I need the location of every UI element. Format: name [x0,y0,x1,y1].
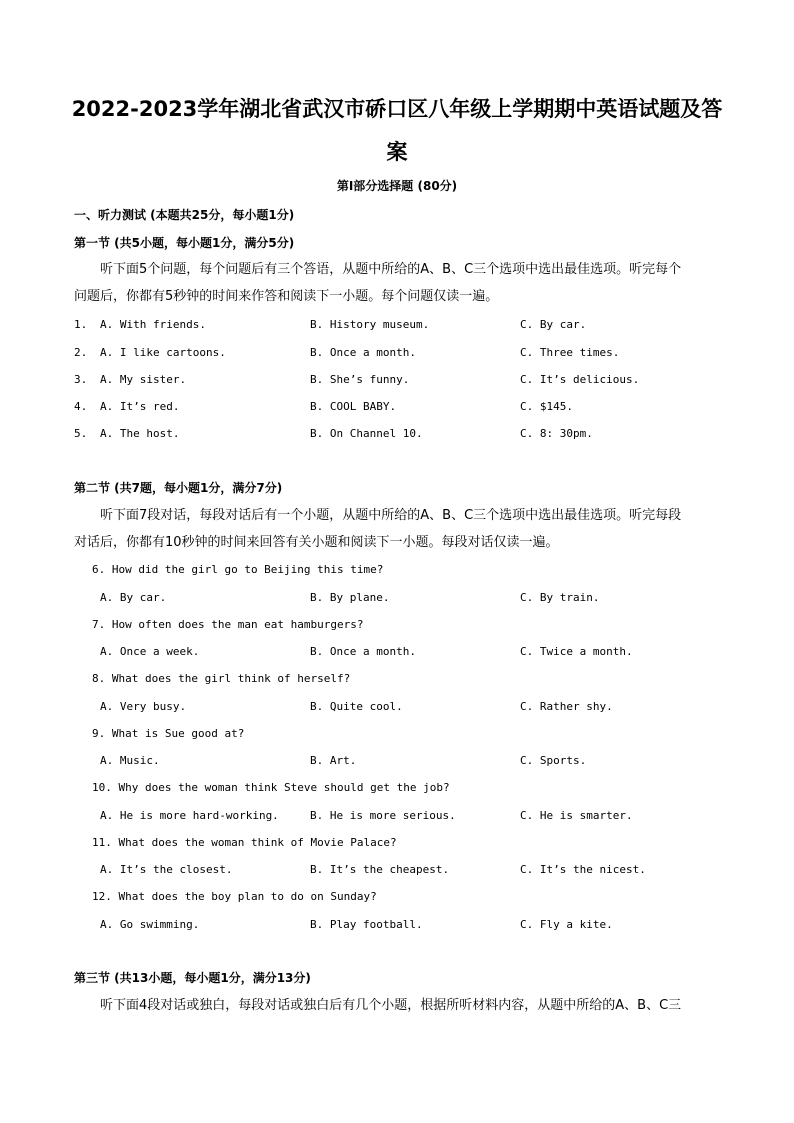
option-c: C. By train. [520,591,600,604]
option-a: A. Go swimming. [100,918,200,931]
question-number: 2. [74,346,88,359]
option-a: A. Very busy. [100,700,187,713]
question-stem [74,617,734,633]
option-b: B. It’s the cheapest. [310,863,450,876]
option-c: C. It’s the nicest. [520,863,646,876]
question-number: 3. [74,373,88,386]
question-text: 12. What does the boy plan to do on Sunday? [92,890,377,903]
option-b: B. Once a month. [310,346,416,359]
option-b: B. She’s funny. [310,373,410,386]
part-one-title: 第I部分选择题 (80分) [336,179,458,193]
option-c: C. Fly a kite. [520,918,613,931]
question-row [74,317,734,333]
section-two-heading: 第二节 (共7题，每小题1分，满分7分) [74,481,283,495]
question-row [74,426,734,442]
section-one-instructions [74,256,724,310]
section-three-instructions [74,992,724,1019]
section-two-instructions [74,502,724,556]
question-stem [74,780,734,796]
option-b: B. History museum. [310,318,430,331]
question-text: 11. What does the woman think of Movie Palace? [92,836,397,849]
option-a: A. He is more hard-working. [100,809,279,822]
options-row [74,917,734,933]
options-row [74,699,734,715]
question-text: 8. What does the girl think of herself? [92,672,351,685]
document-title-line-2: 案 [386,140,408,164]
option-c: C. It’s delicious. [520,373,640,386]
options-row [74,808,734,824]
option-a: A. With friends. [100,318,206,331]
option-c: C. He is smarter. [520,809,633,822]
option-b: B. Art. [310,754,357,767]
question-number: 5. [74,427,88,440]
option-a: A. Once a week. [100,645,200,658]
question-row [74,372,734,388]
question-text: 6. How did the girl go to Beijing this time? [92,563,384,576]
section-one-heading: 第一节 (共5小题，每小题1分，满分5分) [74,236,295,250]
option-b: B. Quite cool. [310,700,403,713]
options-row [74,644,734,660]
question-stem [74,835,734,851]
question-stem [74,562,734,578]
question-number: 4. [74,400,88,413]
option-b: B. COOL BABY. [310,400,397,413]
option-b: B. By plane. [310,591,390,604]
option-c: C. Rather shy. [520,700,613,713]
instruction-line: 问题后，你都有5秒钟的时间来作答和阅读下一小题。每个问题仅读一遍。 [74,289,499,304]
question-text: 9. What is Sue good at? [92,727,245,740]
question-stem [74,726,734,742]
options-row [74,590,734,606]
question-stem [74,889,734,905]
instruction-line: 听下面5个问题，每个问题后有三个答语，从题中所给的A、B、C三个选项中选出最佳选项。听完每个 [100,262,682,277]
listening-test-heading: 一、听力测试 (本题共25分，每小题1分) [74,208,295,222]
instruction-line: 听下面4段对话或独白，每段对话或独白后有几个小题，根据所听材料内容，从题中所给的A、B、C三 [100,998,682,1013]
question-text: 7. How often does the man eat hamburgers? [92,618,364,631]
option-a: A. It’s the closest. [100,863,233,876]
instruction-line: 对话后，你都有10秒钟的时间来回答有关小题和阅读下一小题。每段对话仅读一遍。 [74,535,559,550]
option-a: A. Music. [100,754,160,767]
option-a: A. The host. [100,427,180,440]
option-a: A. My sister. [100,373,187,386]
question-stem [74,671,734,687]
document-title-line-1: 2022-2023学年湖北省武汉市硚口区八年级上学期期中英语试题及答 [71,97,723,121]
option-c: C. By car. [520,318,587,331]
question-row [74,345,734,361]
option-a: A. It’s red. [100,400,180,413]
option-c: C. Twice a month. [520,645,633,658]
question-row [74,399,734,415]
options-row [74,753,734,769]
option-c: C. Sports. [520,754,587,767]
option-c: C. $145. [520,400,573,413]
option-c: C. Three times. [520,346,620,359]
instruction-line: 听下面7段对话，每段对话后有一个小题，从题中所给的A、B、C三个选项中选出最佳选项。听完每段 [100,508,682,523]
option-c: C. 8: 30pm. [520,427,593,440]
question-number: 1. [74,318,88,331]
option-a: A. I like cartoons. [100,346,226,359]
section-three-heading: 第三节 (共13小题，每小题1分，满分13分) [74,971,311,985]
option-a: A. By car. [100,591,167,604]
option-b: B. Once a month. [310,645,416,658]
option-b: B. He is more serious. [310,809,456,822]
option-b: B. Play football. [310,918,423,931]
options-row [74,862,734,878]
option-b: B. On Channel 10. [310,427,423,440]
question-text: 10. Why does the woman think Steve should get the job? [92,781,450,794]
